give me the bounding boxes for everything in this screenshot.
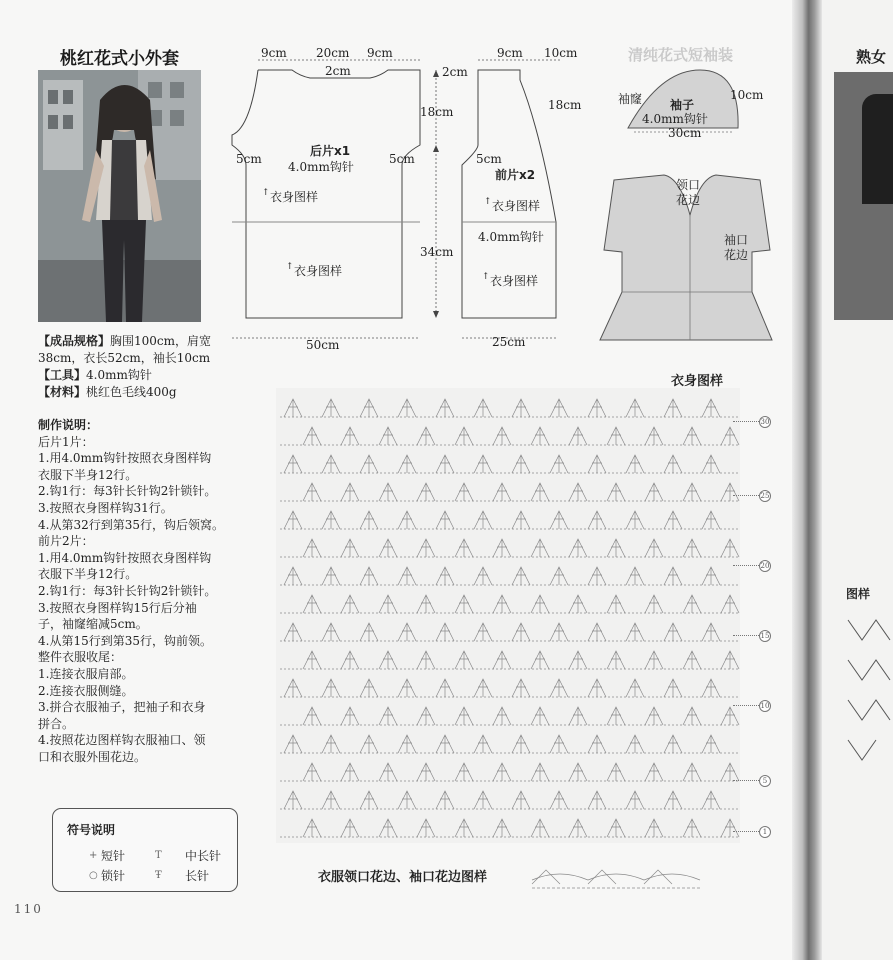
instruction-line: 2.钩1行：每3针长针钩2针锁针。 <box>38 484 217 499</box>
back-shoulder-right-dim: 9cm <box>367 46 393 60</box>
instruction-line: 4.从第15行到第35行，钩前领。 <box>38 633 212 648</box>
back-piece-outline <box>232 70 420 318</box>
direction-arrow-icon: ↑ <box>286 262 294 272</box>
back-piece-name: 后片x1 <box>310 144 351 158</box>
instruction-line: 整件衣服收尾： <box>38 650 123 665</box>
material-text: 桃红色毛线400g <box>86 385 177 399</box>
tool-text: 4.0mm钩针 <box>86 368 152 382</box>
legend-item-single-crochet: 短针 <box>101 849 126 863</box>
instruction-line: 4.按照花边图样钩衣服袖口、领 <box>38 733 206 748</box>
instruction-line: 3.按照衣身图样钩31行。 <box>38 500 173 515</box>
row-marker <box>733 775 773 785</box>
instruction-line: 3.按照衣身图样钩15行后分袖 <box>38 600 197 615</box>
back-body-pattern-label-lower: 衣身图样 <box>294 264 343 278</box>
spec-label: 【成品规格】 <box>38 334 111 348</box>
right-page-edge <box>822 0 893 960</box>
front-piece-name: 前片x2 <box>495 168 536 182</box>
front-shoulder-dim: 9cm <box>497 46 523 60</box>
body-chart-title: 衣身图样 <box>671 374 724 389</box>
instruction-line: 口和衣服外围花边。 <box>38 749 147 764</box>
armhole-height-dim: 18cm <box>420 105 454 119</box>
instruction-line: 衣服下半身12行。 <box>38 467 138 482</box>
book-gutter <box>792 0 822 960</box>
edging-stitch-chart <box>532 870 700 888</box>
back-piece-hook: 4.0mm钩针 <box>288 160 354 174</box>
sleeve-height-dim: 10cm <box>730 88 764 102</box>
row-marker <box>733 490 773 500</box>
instruction-line: 子，袖窿缩减5cm。 <box>38 617 148 632</box>
back-armhole-inset-left: 5cm <box>236 152 262 166</box>
row-marker-number: 25 <box>760 492 770 500</box>
instruction-line: 衣服下半身12行。 <box>38 567 138 582</box>
right-page-chart <box>822 0 893 960</box>
instructions-heading: 制作说明： <box>38 418 99 432</box>
row-marker <box>733 416 773 426</box>
instruction-line: 拼合。 <box>38 716 75 731</box>
back-shoulder-left-dim: 9cm <box>261 46 287 60</box>
sleeve-hook: 4.0mm钩针 <box>642 112 708 126</box>
row-marker <box>733 630 773 640</box>
collar-edging-label: 领口花边 <box>676 178 701 207</box>
row-marker-number: 5 <box>759 775 771 787</box>
material-label: 【材料】 <box>38 385 87 399</box>
instruction-line: 1.连接衣服肩部。 <box>38 666 134 681</box>
dim-arrow <box>433 70 439 77</box>
instruction-line: 3.拼合衣服袖子，把袖子和衣身 <box>38 700 206 715</box>
back-width-dim: 50cm <box>306 338 340 352</box>
half-double-crochet-symbol-icon: T <box>155 850 162 861</box>
row-marker-number: 15 <box>760 632 770 640</box>
tool-label: 【工具】 <box>38 368 87 382</box>
bleed-through-text: 清纯花式短袖装 <box>628 46 734 64</box>
row-marker-number: 10 <box>760 702 770 710</box>
cuff-edging-label: 袖口花边 <box>724 233 749 262</box>
dim-arrow <box>433 311 439 318</box>
direction-arrow-icon: ↑ <box>262 188 270 198</box>
instruction-line: 2.连接衣服侧缝。 <box>38 683 134 698</box>
direction-arrow-icon: ↑ <box>484 197 492 207</box>
edging-fans <box>532 870 672 884</box>
chain-symbol-icon: ○ <box>89 870 98 881</box>
shoulder-slope-dim: 2cm <box>442 65 468 79</box>
sleeve-armhole-label: 袖窿 <box>618 92 643 106</box>
back-body-pattern-label: 衣身图样 <box>270 190 319 204</box>
instruction-line: 后片1片： <box>38 434 94 449</box>
front-body-pattern-label-lower: 衣身图样 <box>490 274 539 288</box>
front-neck-dim: 10cm <box>544 46 578 60</box>
instruction-line: 前片2片： <box>38 534 94 549</box>
row-marker-number: 30 <box>760 418 770 426</box>
right-page-pattern-label: 图样 <box>846 587 871 601</box>
front-piece-hook: 4.0mm钩针 <box>478 230 544 244</box>
back-neck-width-dim: 20cm <box>316 46 350 60</box>
sleeve-name: 袖子 <box>670 98 695 112</box>
instruction-line: 2.钩1行：每3针长针钩2针锁针。 <box>38 583 217 598</box>
row-marker-number: 20 <box>760 562 770 570</box>
back-armhole-inset-right: 5cm <box>389 152 415 166</box>
row-marker-number: 1 <box>759 826 771 838</box>
body-stitch-chart <box>276 388 740 843</box>
legend-item-half-double-crochet: 中长针 <box>185 849 222 863</box>
front-armhole-inset: 5cm <box>476 152 502 166</box>
double-crochet-symbol-icon: Ŧ <box>155 870 162 881</box>
single-crochet-symbol-icon: + <box>89 850 98 861</box>
row-marker <box>733 700 773 710</box>
right-page-title-fragment: 熟女 <box>856 48 887 66</box>
front-body-pattern-label: 衣身图样 <box>492 199 541 213</box>
back-neck-drop-dim: 2cm <box>325 64 351 78</box>
body-height-dim: 34cm <box>420 245 454 259</box>
row-marker <box>733 826 773 836</box>
legend-item-double-crochet: 长针 <box>185 869 210 883</box>
front-neck-depth-dim: 18cm <box>548 98 582 112</box>
row-marker <box>733 560 773 570</box>
instruction-line: 4.从第32行到第35行，钩后领窝。 <box>38 517 224 532</box>
instruction-line: 1.用4.0mm钩针按照衣身图样钩 <box>38 451 212 466</box>
instruction-line: 1.用4.0mm钩针按照衣身图样钩 <box>38 550 212 565</box>
legend-title: 符号说明 <box>67 823 116 837</box>
direction-arrow-icon: ↑ <box>482 272 490 282</box>
dim-arrow <box>433 145 439 152</box>
pattern-title: 桃红花式小外套 <box>60 49 179 69</box>
edging-chart-title: 衣服领口花边、袖口花边图样 <box>318 870 488 885</box>
page-number: 110 <box>14 902 43 916</box>
sleeve-width-dim: 30cm <box>668 126 702 140</box>
front-width-dim: 25cm <box>492 335 526 349</box>
spec-text: 胸围100cm，肩宽38cm，衣长52cm，袖长10cm <box>38 334 212 365</box>
legend-item-chain: 锁针 <box>101 869 126 883</box>
edging-scallop <box>532 874 700 880</box>
